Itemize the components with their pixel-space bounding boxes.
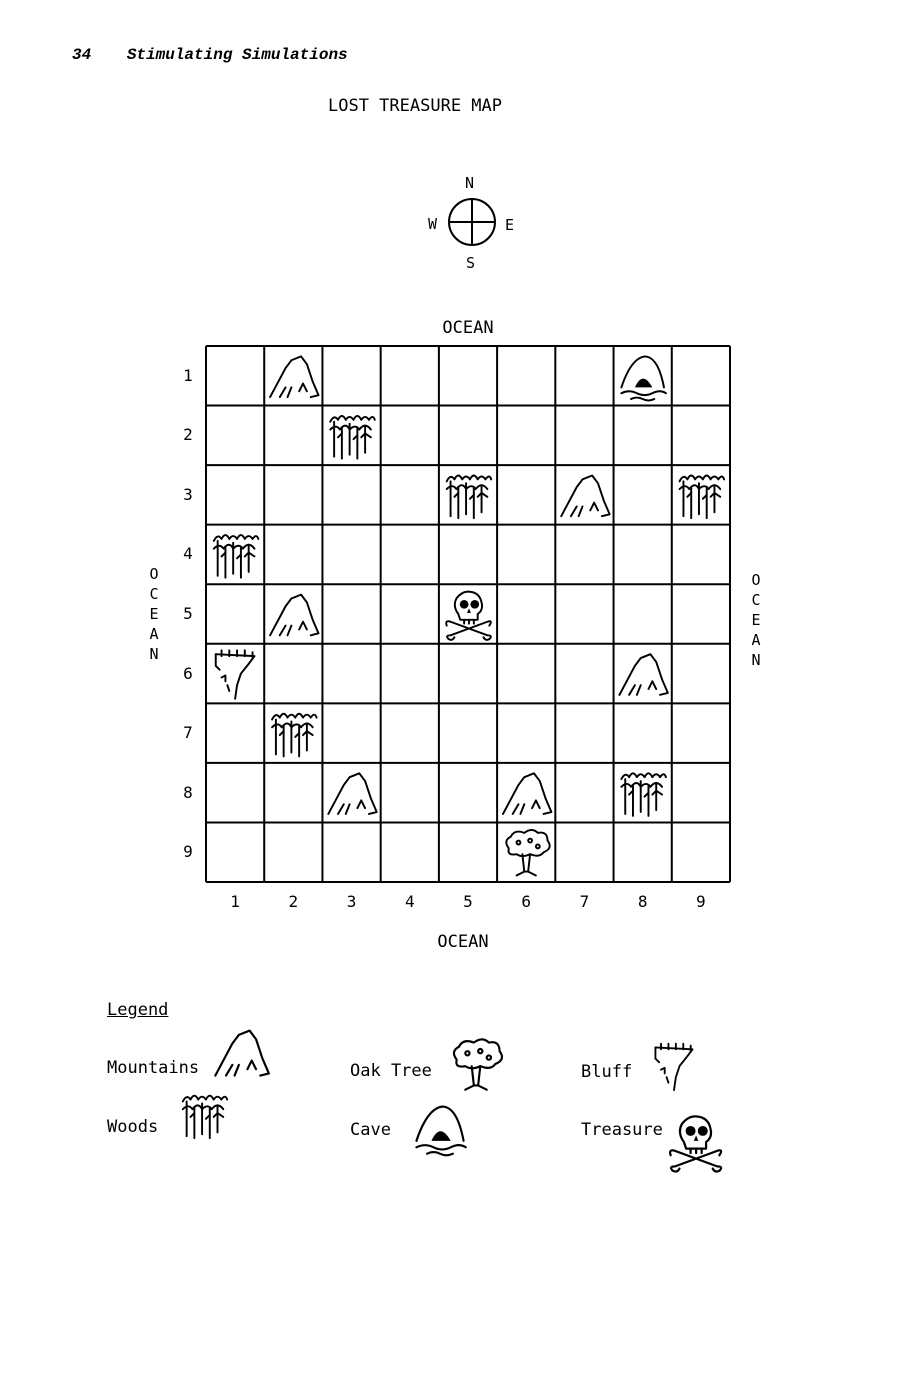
column-label: 9 [696, 892, 706, 911]
ocean-letter: O [751, 571, 761, 589]
ocean-label-top: OCEAN [442, 318, 494, 338]
column-label: 3 [346, 892, 357, 911]
ocean-letter: A [751, 631, 761, 649]
row-label: 8 [183, 782, 193, 802]
ocean-letter: E [751, 611, 761, 629]
woods-icon [447, 476, 492, 519]
treasure-icon [664, 1106, 726, 1178]
woods-icon [272, 714, 317, 757]
legend-cave-label: Cave [350, 1120, 391, 1140]
compass-west: W [428, 215, 438, 233]
ocean-letter: O [149, 565, 159, 583]
row-label: 3 [183, 484, 193, 504]
legend-title: Legend [107, 1000, 169, 1020]
bluff-icon [216, 650, 255, 698]
mountains-icon [270, 595, 318, 636]
mountains-icon [619, 654, 667, 695]
woods-icon [621, 773, 666, 816]
column-label: 7 [579, 892, 590, 911]
legend-bluff-label: Bluff [581, 1062, 633, 1082]
legend-oak-tree-label: Oak Tree [350, 1061, 432, 1081]
ocean-letter: A [149, 625, 159, 643]
compass-south: S [466, 254, 476, 272]
cave-icon [621, 356, 666, 400]
column-label: 6 [521, 892, 532, 911]
column-label: 2 [288, 892, 299, 911]
row-label: 2 [183, 425, 193, 445]
oak-tree-icon [506, 830, 549, 876]
row-label: 6 [183, 663, 193, 683]
ocean-letter: N [751, 651, 761, 669]
legend-treasure-label: Treasure [581, 1120, 663, 1140]
bluff-icon [648, 1030, 700, 1102]
mountains-icon [270, 356, 318, 397]
woods-icon [680, 476, 725, 519]
mountains-icon [328, 773, 376, 814]
page-number: 34 [72, 46, 92, 64]
row-label: 5 [183, 604, 193, 623]
woods-icon [330, 416, 375, 459]
ocean-label-right [748, 570, 764, 670]
mountains-icon [561, 476, 609, 517]
map-title: LOST TREASURE MAP [328, 96, 502, 116]
page-header [72, 46, 348, 64]
ocean-letter: N [149, 645, 159, 663]
treasure-icon [446, 592, 491, 640]
compass-rose-icon [446, 196, 498, 248]
ocean-label-bottom: OCEAN [437, 932, 489, 952]
row-label: 1 [183, 365, 193, 385]
column-label: 1 [230, 892, 240, 911]
row-label: 7 [183, 723, 193, 743]
mountains-icon [210, 1022, 272, 1082]
ocean-letter: E [149, 605, 159, 623]
mountains-icon [503, 773, 551, 814]
column-label: 4 [404, 892, 415, 911]
woods-icon [214, 535, 259, 578]
ocean-letter: C [149, 585, 159, 603]
cave-icon [405, 1098, 475, 1158]
oak-tree-icon [440, 1034, 512, 1094]
column-label: 5 [463, 892, 473, 911]
compass-north: N [465, 174, 475, 192]
running-title: Stimulating Simulations [126, 46, 348, 64]
ocean-letter: C [751, 591, 761, 609]
compass-east: E [505, 216, 515, 234]
legend-mountains-label: Mountains [107, 1058, 200, 1078]
row-label: 9 [183, 842, 193, 862]
map-grid [206, 346, 730, 882]
column-label: 8 [637, 892, 648, 911]
ocean-label-left [146, 564, 162, 664]
legend-woods-label: Woods [107, 1117, 159, 1137]
woods-icon [168, 1088, 240, 1142]
row-label: 4 [183, 544, 193, 564]
